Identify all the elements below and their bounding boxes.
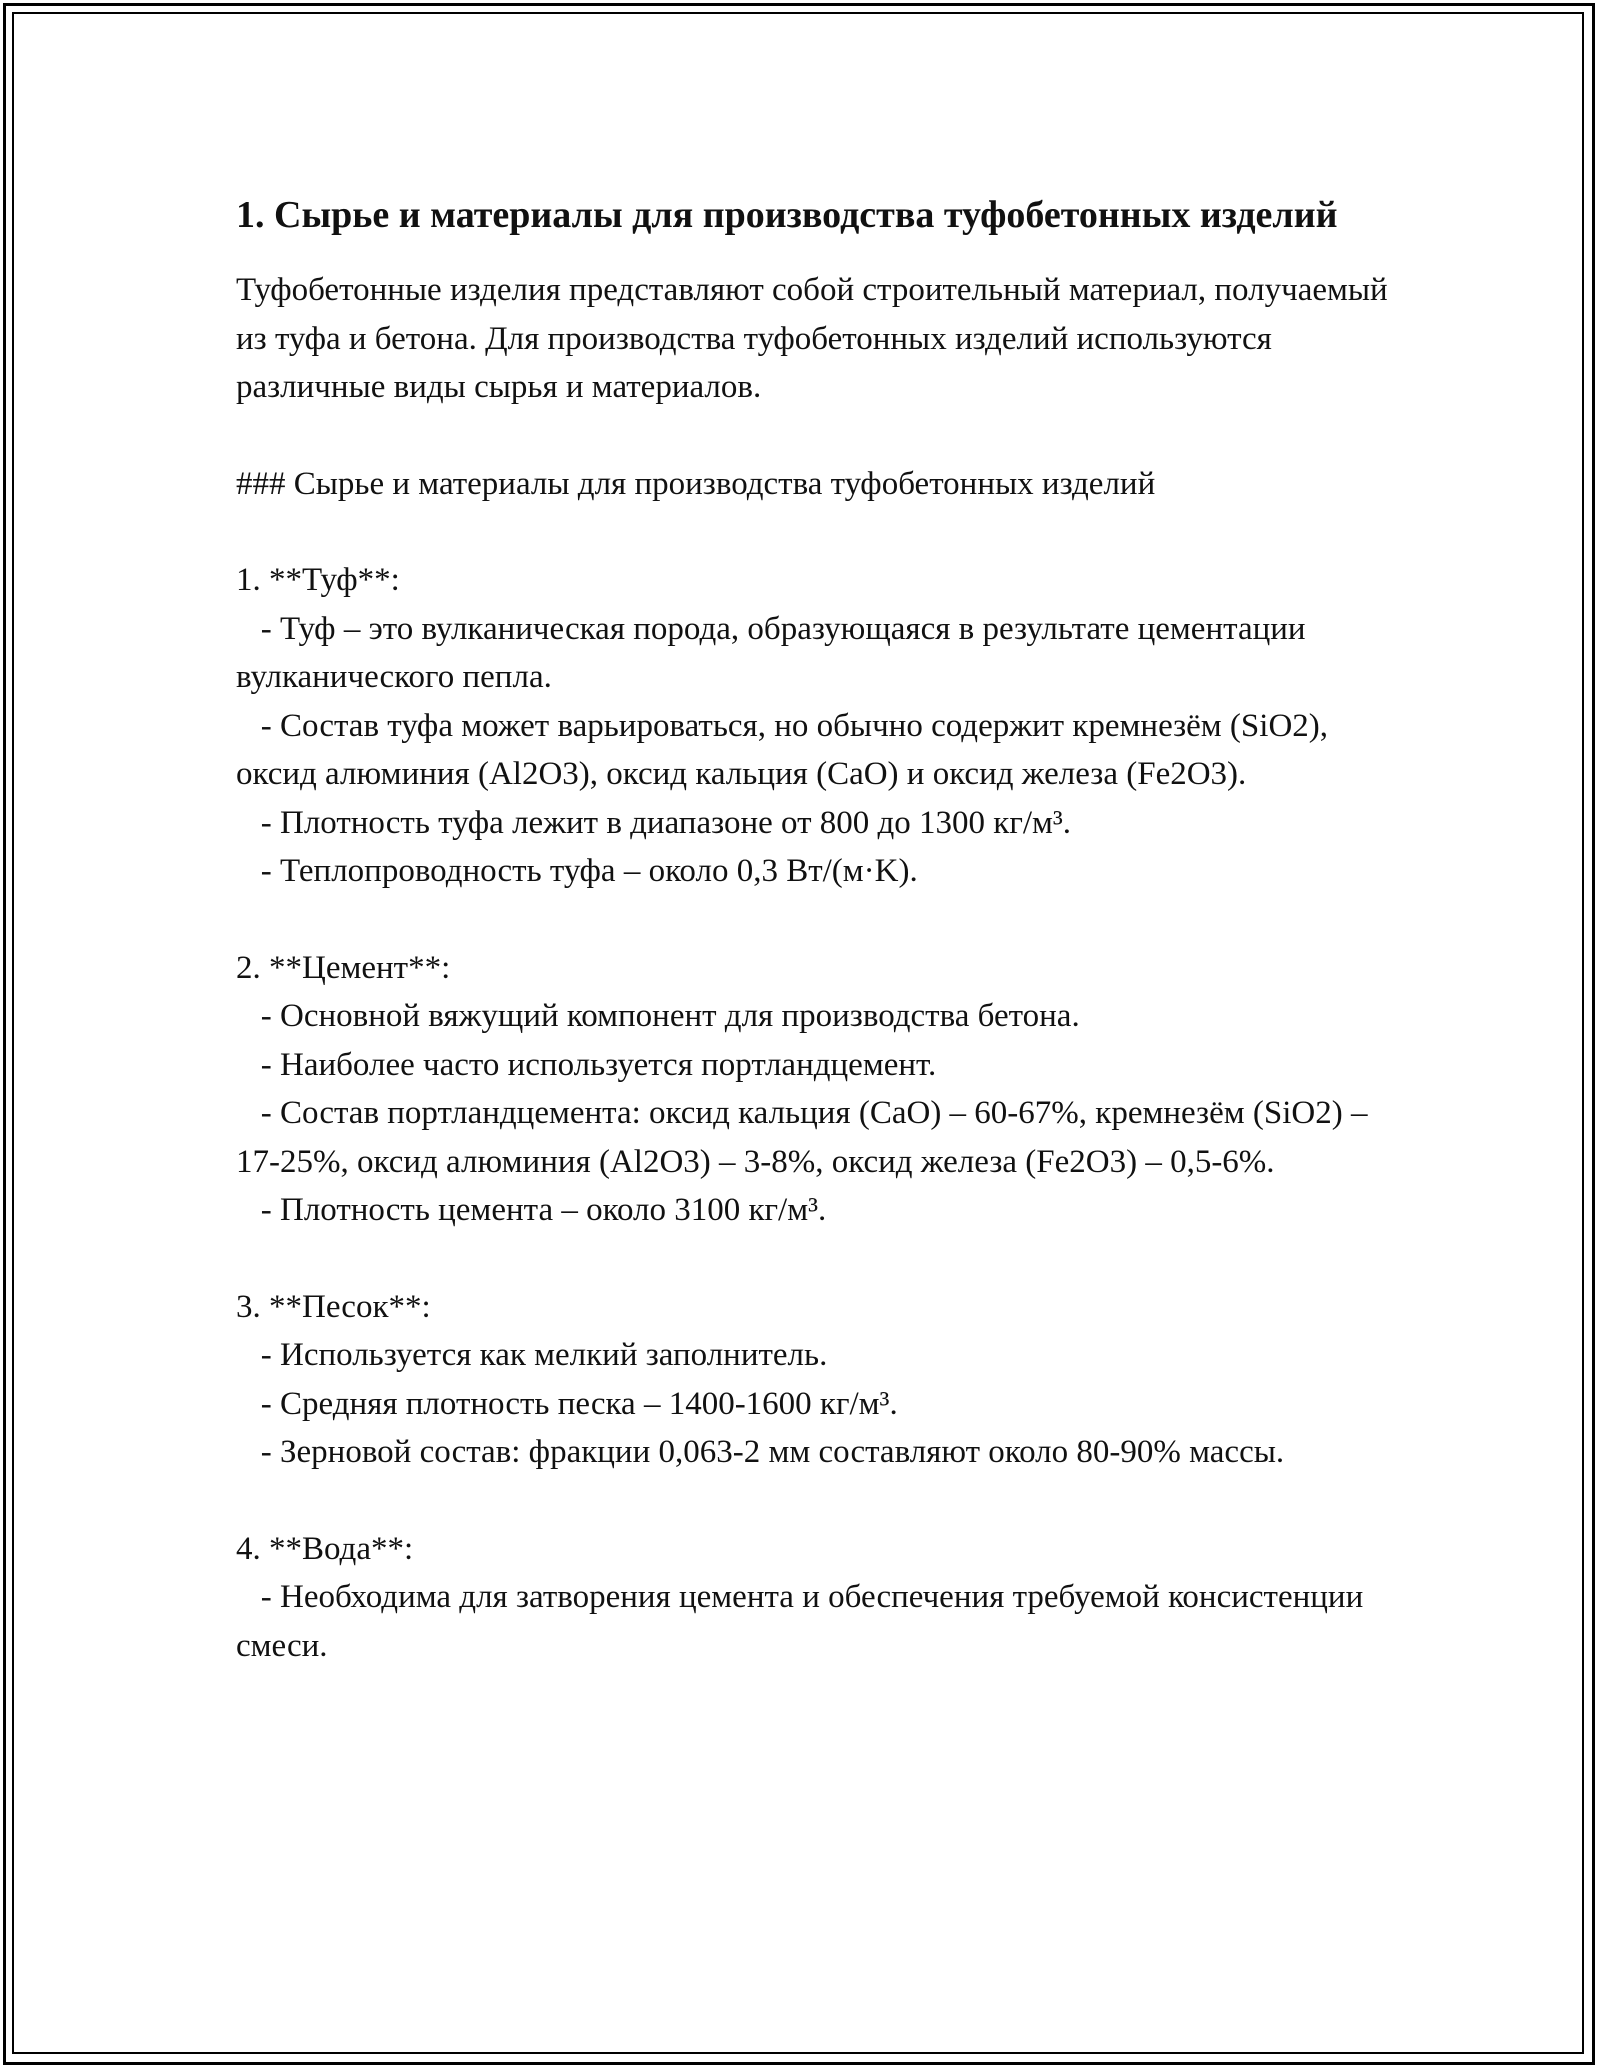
- section-title: 4. **Вода**:: [236, 1530, 414, 1567]
- section-title: 3. **Песок**:: [236, 1288, 431, 1325]
- intro-paragraph: Туфобетонные изделия представляют собой строительный материал, получаемый из туфа и бетона. Для производства туфобетонных изделий используются различные виды сырья и материалов.: [236, 272, 1388, 405]
- section-title: 1. **Туф**:: [236, 562, 400, 598]
- list-item: - Плотность цемента – около 3100 кг/м³.: [236, 1192, 827, 1228]
- section-cement: [236, 944, 1396, 1235]
- list-item: - Состав туфа может варьироваться, но обычно содержит кремнезём (SiO2), оксид алюминия (Al2O3), оксид кальция (CaO) и оксид железа (Fe2O3).: [236, 707, 1337, 792]
- list-item: - Теплопроводность туфа – около 0,3 Вт/(м·K).: [236, 853, 918, 889]
- list-item: - Состав портландцемента: оксид кальция (CaO) – 60-67%, кремнезём (SiO2) – 17-25%, оксид алюминия (Al2O3) – 3-8%, оксид железа (Fe2O3) – 0,5-6%.: [236, 1095, 1376, 1180]
- list-item: - Средняя плотность песка – 1400-1600 кг/м³.: [236, 1385, 898, 1422]
- list-item: - Основной вяжущий компонент для производства бетона.: [236, 998, 1080, 1034]
- list-item: - Используется как мелкий заполнитель.: [236, 1337, 828, 1373]
- list-item: - Наиболее часто используется портландцемент.: [236, 1046, 937, 1083]
- list-item: - Туф – это вулканическая порода, образующаяся в результате цементации вулканического пепла.: [236, 610, 1314, 695]
- section-sand: [236, 1283, 1396, 1477]
- list-item: - Необходима для затворения цемента и обеспечения требуемой консистенции смеси.: [236, 1579, 1372, 1664]
- list-item: - Зерновой состав: фракции 0,063-2 мм составляют около 80-90% массы.: [236, 1434, 1285, 1470]
- subheading: ### Сырье и материалы для производства туфобетонных изделий: [236, 465, 1156, 502]
- document-title: 1. Сырье и материалы для производства туфобетонных изделий: [236, 194, 1338, 236]
- list-item: - Плотность туфа лежит в диапазоне от 800 до 1300 кг/м³.: [236, 804, 1072, 841]
- document-body: [236, 188, 1396, 1670]
- section-title: 2. **Цемент**:: [236, 949, 451, 986]
- section-water: [236, 1525, 1396, 1671]
- section-tuff: [236, 556, 1396, 896]
